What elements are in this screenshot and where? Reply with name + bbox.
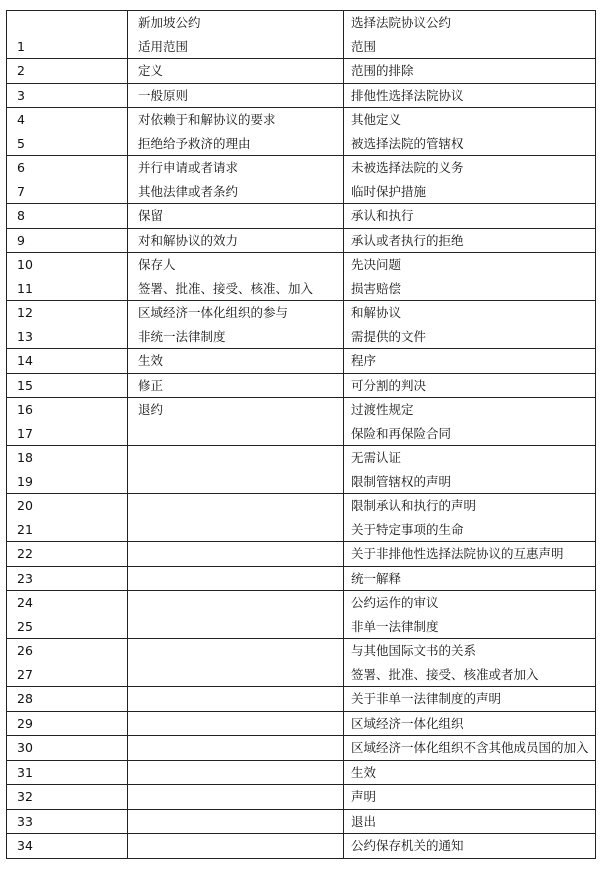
singapore-convention-cell bbox=[128, 398, 344, 446]
article-title: 退出 bbox=[351, 813, 377, 829]
article-number: 3 bbox=[17, 87, 25, 103]
article-title: 非单一法律制度 bbox=[351, 618, 439, 634]
article-title bbox=[138, 591, 343, 615]
choice-of-court-convention-cell bbox=[344, 373, 596, 398]
article-number: 16 bbox=[17, 402, 33, 417]
table-row bbox=[7, 253, 596, 301]
article-title bbox=[138, 567, 343, 591]
article-number: 24 bbox=[17, 595, 33, 610]
article-number: 29 bbox=[17, 715, 33, 731]
article-title bbox=[138, 494, 343, 518]
article-title: 先决问题 bbox=[351, 257, 402, 272]
article-number-cell bbox=[7, 373, 128, 398]
article-number-cell bbox=[7, 591, 128, 639]
article-title: 生效 bbox=[138, 353, 164, 368]
article-title bbox=[138, 810, 343, 834]
table-row bbox=[7, 760, 596, 785]
article-number-cell bbox=[7, 446, 128, 494]
article-number: 25 bbox=[17, 618, 33, 634]
article-title: 非统一法律制度 bbox=[138, 328, 226, 344]
article-number: 8 bbox=[17, 208, 25, 223]
singapore-convention-cell bbox=[128, 639, 344, 687]
article-number-cell bbox=[7, 301, 128, 349]
article-number-cell bbox=[7, 711, 128, 736]
article-number-cell bbox=[7, 687, 128, 712]
singapore-convention-cell bbox=[128, 204, 344, 229]
table-row bbox=[7, 446, 596, 494]
choice-of-court-convention-cell bbox=[344, 253, 596, 301]
article-title bbox=[138, 663, 343, 687]
article-number-cell bbox=[7, 809, 128, 834]
article-number: 18 bbox=[17, 450, 33, 465]
article-number: 30 bbox=[17, 740, 33, 755]
comparison-table bbox=[6, 10, 596, 859]
table-row bbox=[7, 591, 596, 639]
article-number-cell bbox=[7, 785, 128, 810]
singapore-convention-cell bbox=[128, 785, 344, 810]
article-number: 31 bbox=[17, 764, 33, 780]
choice-of-court-convention-cell bbox=[344, 566, 596, 591]
singapore-convention-cell bbox=[128, 349, 344, 374]
article-number-cell bbox=[7, 228, 128, 253]
article-title bbox=[138, 470, 343, 494]
choice-of-court-convention-cell bbox=[344, 760, 596, 785]
article-number: 26 bbox=[17, 643, 33, 658]
choice-of-court-convention-cell bbox=[344, 639, 596, 687]
article-number: 4 bbox=[17, 112, 25, 127]
article-number: 5 bbox=[17, 135, 25, 151]
article-title bbox=[138, 639, 343, 663]
article-number: 15 bbox=[17, 377, 33, 393]
singapore-convention-cell bbox=[128, 228, 344, 253]
choice-of-court-convention-cell bbox=[344, 204, 596, 229]
article-title: 签署、批准、接受、核准或者加入 bbox=[351, 666, 539, 682]
table-row bbox=[7, 834, 596, 859]
article-title: 未被选择法院的义务 bbox=[351, 160, 464, 175]
article-title bbox=[138, 687, 343, 711]
article-title: 保存人 bbox=[138, 257, 176, 272]
article-title: 生效 bbox=[351, 764, 377, 780]
article-number-cell bbox=[7, 204, 128, 229]
choice-of-court-convention-cell bbox=[344, 349, 596, 374]
article-number: 6 bbox=[17, 160, 25, 175]
article-number: 9 bbox=[17, 232, 25, 248]
article-title: 公约保存机关的通知 bbox=[351, 838, 464, 853]
article-title: 程序 bbox=[351, 353, 377, 368]
singapore-convention-cell bbox=[128, 253, 344, 301]
table-row bbox=[7, 687, 596, 712]
choice-of-court-convention-cell bbox=[344, 785, 596, 810]
singapore-convention-cell bbox=[128, 687, 344, 712]
article-title: 并行申请或者请求 bbox=[138, 160, 239, 175]
article-number-cell bbox=[7, 253, 128, 301]
singapore-convention-cell bbox=[128, 809, 344, 834]
singapore-convention-cell bbox=[128, 83, 344, 108]
table-row bbox=[7, 59, 596, 84]
article-title: 承认和执行 bbox=[351, 208, 414, 223]
article-title bbox=[138, 785, 343, 809]
article-number: 27 bbox=[17, 666, 33, 682]
article-number-cell bbox=[7, 156, 128, 204]
table-row bbox=[7, 711, 596, 736]
singapore-convention-cell bbox=[128, 59, 344, 84]
table-row bbox=[7, 204, 596, 229]
table-row bbox=[7, 108, 596, 156]
article-title: 声明 bbox=[351, 789, 377, 804]
article-title: 范围 bbox=[351, 38, 377, 54]
choice-of-court-convention-cell bbox=[344, 228, 596, 253]
article-number: 13 bbox=[17, 328, 33, 344]
table-row bbox=[7, 566, 596, 591]
choice-of-court-convention-cell bbox=[344, 108, 596, 156]
article-title bbox=[138, 446, 343, 470]
article-number-cell bbox=[7, 639, 128, 687]
article-number: 33 bbox=[17, 813, 33, 829]
article-title: 关于非排他性选择法院协议的互惠声明 bbox=[351, 546, 564, 561]
table-row bbox=[7, 228, 596, 253]
choice-of-court-convention-cell bbox=[344, 301, 596, 349]
column-header: 新加坡公约 bbox=[138, 15, 201, 30]
article-number-cell bbox=[7, 566, 128, 591]
article-title: 区域经济一体化组织的参与 bbox=[138, 305, 289, 320]
table-row bbox=[7, 301, 596, 349]
choice-of-court-convention-cell bbox=[344, 494, 596, 542]
article-number: 20 bbox=[17, 498, 33, 513]
article-title: 关于特定事项的生命 bbox=[351, 521, 464, 537]
article-title: 拒绝给予救济的理由 bbox=[138, 135, 251, 151]
article-title bbox=[138, 761, 343, 785]
article-title: 其他定义 bbox=[351, 112, 402, 127]
article-number-cell bbox=[7, 83, 128, 108]
column-header: 选择法院协议公约 bbox=[351, 15, 452, 30]
table-row bbox=[7, 494, 596, 542]
choice-of-court-convention-cell bbox=[344, 834, 596, 859]
choice-of-court-convention-cell bbox=[344, 809, 596, 834]
article-title bbox=[138, 615, 343, 639]
singapore-convention-cell bbox=[128, 301, 344, 349]
singapore-convention-cell bbox=[128, 373, 344, 398]
article-title bbox=[138, 518, 343, 542]
table-row bbox=[7, 736, 596, 761]
article-title: 对和解协议的效力 bbox=[138, 232, 239, 248]
article-title: 限制管辖权的声明 bbox=[351, 473, 452, 489]
choice-of-court-convention-cell bbox=[344, 591, 596, 639]
article-title: 区域经济一体化组织不含其他成员国的加入 bbox=[351, 740, 589, 755]
article-number-cell bbox=[7, 494, 128, 542]
article-title: 定义 bbox=[138, 63, 164, 78]
article-title bbox=[138, 834, 343, 858]
singapore-convention-cell bbox=[128, 494, 344, 542]
article-number: 21 bbox=[17, 521, 33, 537]
article-number: 19 bbox=[17, 473, 33, 489]
article-number-cell bbox=[7, 834, 128, 859]
table-row bbox=[7, 156, 596, 204]
table-row bbox=[7, 809, 596, 834]
singapore-convention-cell bbox=[128, 542, 344, 567]
choice-of-court-convention-cell bbox=[344, 736, 596, 761]
article-number-cell bbox=[7, 542, 128, 567]
article-number-cell bbox=[7, 349, 128, 374]
article-number: 28 bbox=[17, 691, 33, 706]
article-title: 其他法律或者条约 bbox=[138, 183, 239, 199]
choice-of-court-convention-cell bbox=[344, 711, 596, 736]
article-number-cell bbox=[7, 760, 128, 785]
article-number-cell bbox=[7, 398, 128, 446]
table-row bbox=[7, 542, 596, 567]
table-row bbox=[7, 83, 596, 108]
article-number-cell bbox=[7, 736, 128, 761]
table-row bbox=[7, 398, 596, 446]
singapore-convention-cell bbox=[128, 156, 344, 204]
singapore-convention-cell bbox=[128, 446, 344, 494]
table-row bbox=[7, 785, 596, 810]
article-title: 签署、批准、接受、核准、加入 bbox=[138, 280, 314, 296]
article-title: 范围的排除 bbox=[351, 63, 414, 78]
article-title: 对依赖于和解协议的要求 bbox=[138, 112, 276, 127]
article-number-cell bbox=[7, 108, 128, 156]
singapore-convention-cell bbox=[128, 566, 344, 591]
article-title: 保留 bbox=[138, 208, 164, 223]
article-number: 12 bbox=[17, 305, 33, 320]
article-title: 损害赔偿 bbox=[351, 280, 402, 296]
article-number-cell bbox=[7, 59, 128, 84]
article-number-cell bbox=[7, 11, 128, 59]
choice-of-court-convention-cell bbox=[344, 687, 596, 712]
choice-of-court-convention-cell bbox=[344, 83, 596, 108]
article-title: 和解协议 bbox=[351, 305, 402, 320]
article-title: 保险和再保险合同 bbox=[351, 425, 452, 441]
table-row bbox=[7, 349, 596, 374]
article-number: 22 bbox=[17, 546, 33, 561]
article-title: 无需认证 bbox=[351, 450, 402, 465]
article-number: 7 bbox=[17, 183, 25, 199]
comparison-table-body bbox=[7, 11, 596, 859]
choice-of-court-convention-cell bbox=[344, 542, 596, 567]
article-title: 区域经济一体化组织 bbox=[351, 715, 464, 731]
article-title: 可分割的判决 bbox=[351, 377, 427, 393]
article-title bbox=[138, 736, 343, 760]
choice-of-court-convention-cell bbox=[344, 446, 596, 494]
singapore-convention-cell bbox=[128, 760, 344, 785]
article-title: 需提供的文件 bbox=[351, 328, 427, 344]
table-row bbox=[7, 373, 596, 398]
singapore-convention-cell bbox=[128, 711, 344, 736]
article-number: 17 bbox=[17, 425, 33, 441]
choice-of-court-convention-cell bbox=[344, 59, 596, 84]
article-title: 适用范围 bbox=[138, 38, 189, 54]
singapore-convention-cell bbox=[128, 11, 344, 59]
article-title: 关于非单一法律制度的声明 bbox=[351, 691, 502, 706]
article-number: 10 bbox=[17, 257, 33, 272]
singapore-convention-cell bbox=[128, 736, 344, 761]
article-number: 23 bbox=[17, 570, 33, 586]
table-row bbox=[7, 11, 596, 59]
article-number: 1 bbox=[17, 38, 25, 54]
article-title: 排他性选择法院协议 bbox=[351, 87, 464, 103]
choice-of-court-convention-cell bbox=[344, 156, 596, 204]
table-row bbox=[7, 639, 596, 687]
article-title: 限制承认和执行的声明 bbox=[351, 498, 477, 513]
article-number: 11 bbox=[17, 280, 33, 296]
article-title bbox=[138, 712, 343, 736]
article-title bbox=[138, 422, 343, 446]
article-number: 34 bbox=[17, 838, 33, 853]
article-title: 临时保护措施 bbox=[351, 183, 427, 199]
article-title: 被选择法院的管辖权 bbox=[351, 135, 464, 151]
article-title: 退约 bbox=[138, 402, 164, 417]
article-title: 承认或者执行的拒绝 bbox=[351, 232, 464, 248]
singapore-convention-cell bbox=[128, 834, 344, 859]
article-number: 32 bbox=[17, 789, 33, 804]
article-title: 一般原则 bbox=[138, 87, 189, 103]
article-title: 过渡性规定 bbox=[351, 402, 414, 417]
article-title bbox=[138, 542, 343, 566]
article-number: 2 bbox=[17, 63, 25, 78]
singapore-convention-cell bbox=[128, 591, 344, 639]
choice-of-court-convention-cell bbox=[344, 398, 596, 446]
article-title: 与其他国际文书的关系 bbox=[351, 643, 477, 658]
article-title: 修正 bbox=[138, 377, 164, 393]
singapore-convention-cell bbox=[128, 108, 344, 156]
article-title: 统一解释 bbox=[351, 570, 402, 586]
article-title: 公约运作的审议 bbox=[351, 595, 439, 610]
header-spacer bbox=[17, 11, 127, 35]
article-number: 14 bbox=[17, 353, 33, 368]
choice-of-court-convention-cell bbox=[344, 11, 596, 59]
